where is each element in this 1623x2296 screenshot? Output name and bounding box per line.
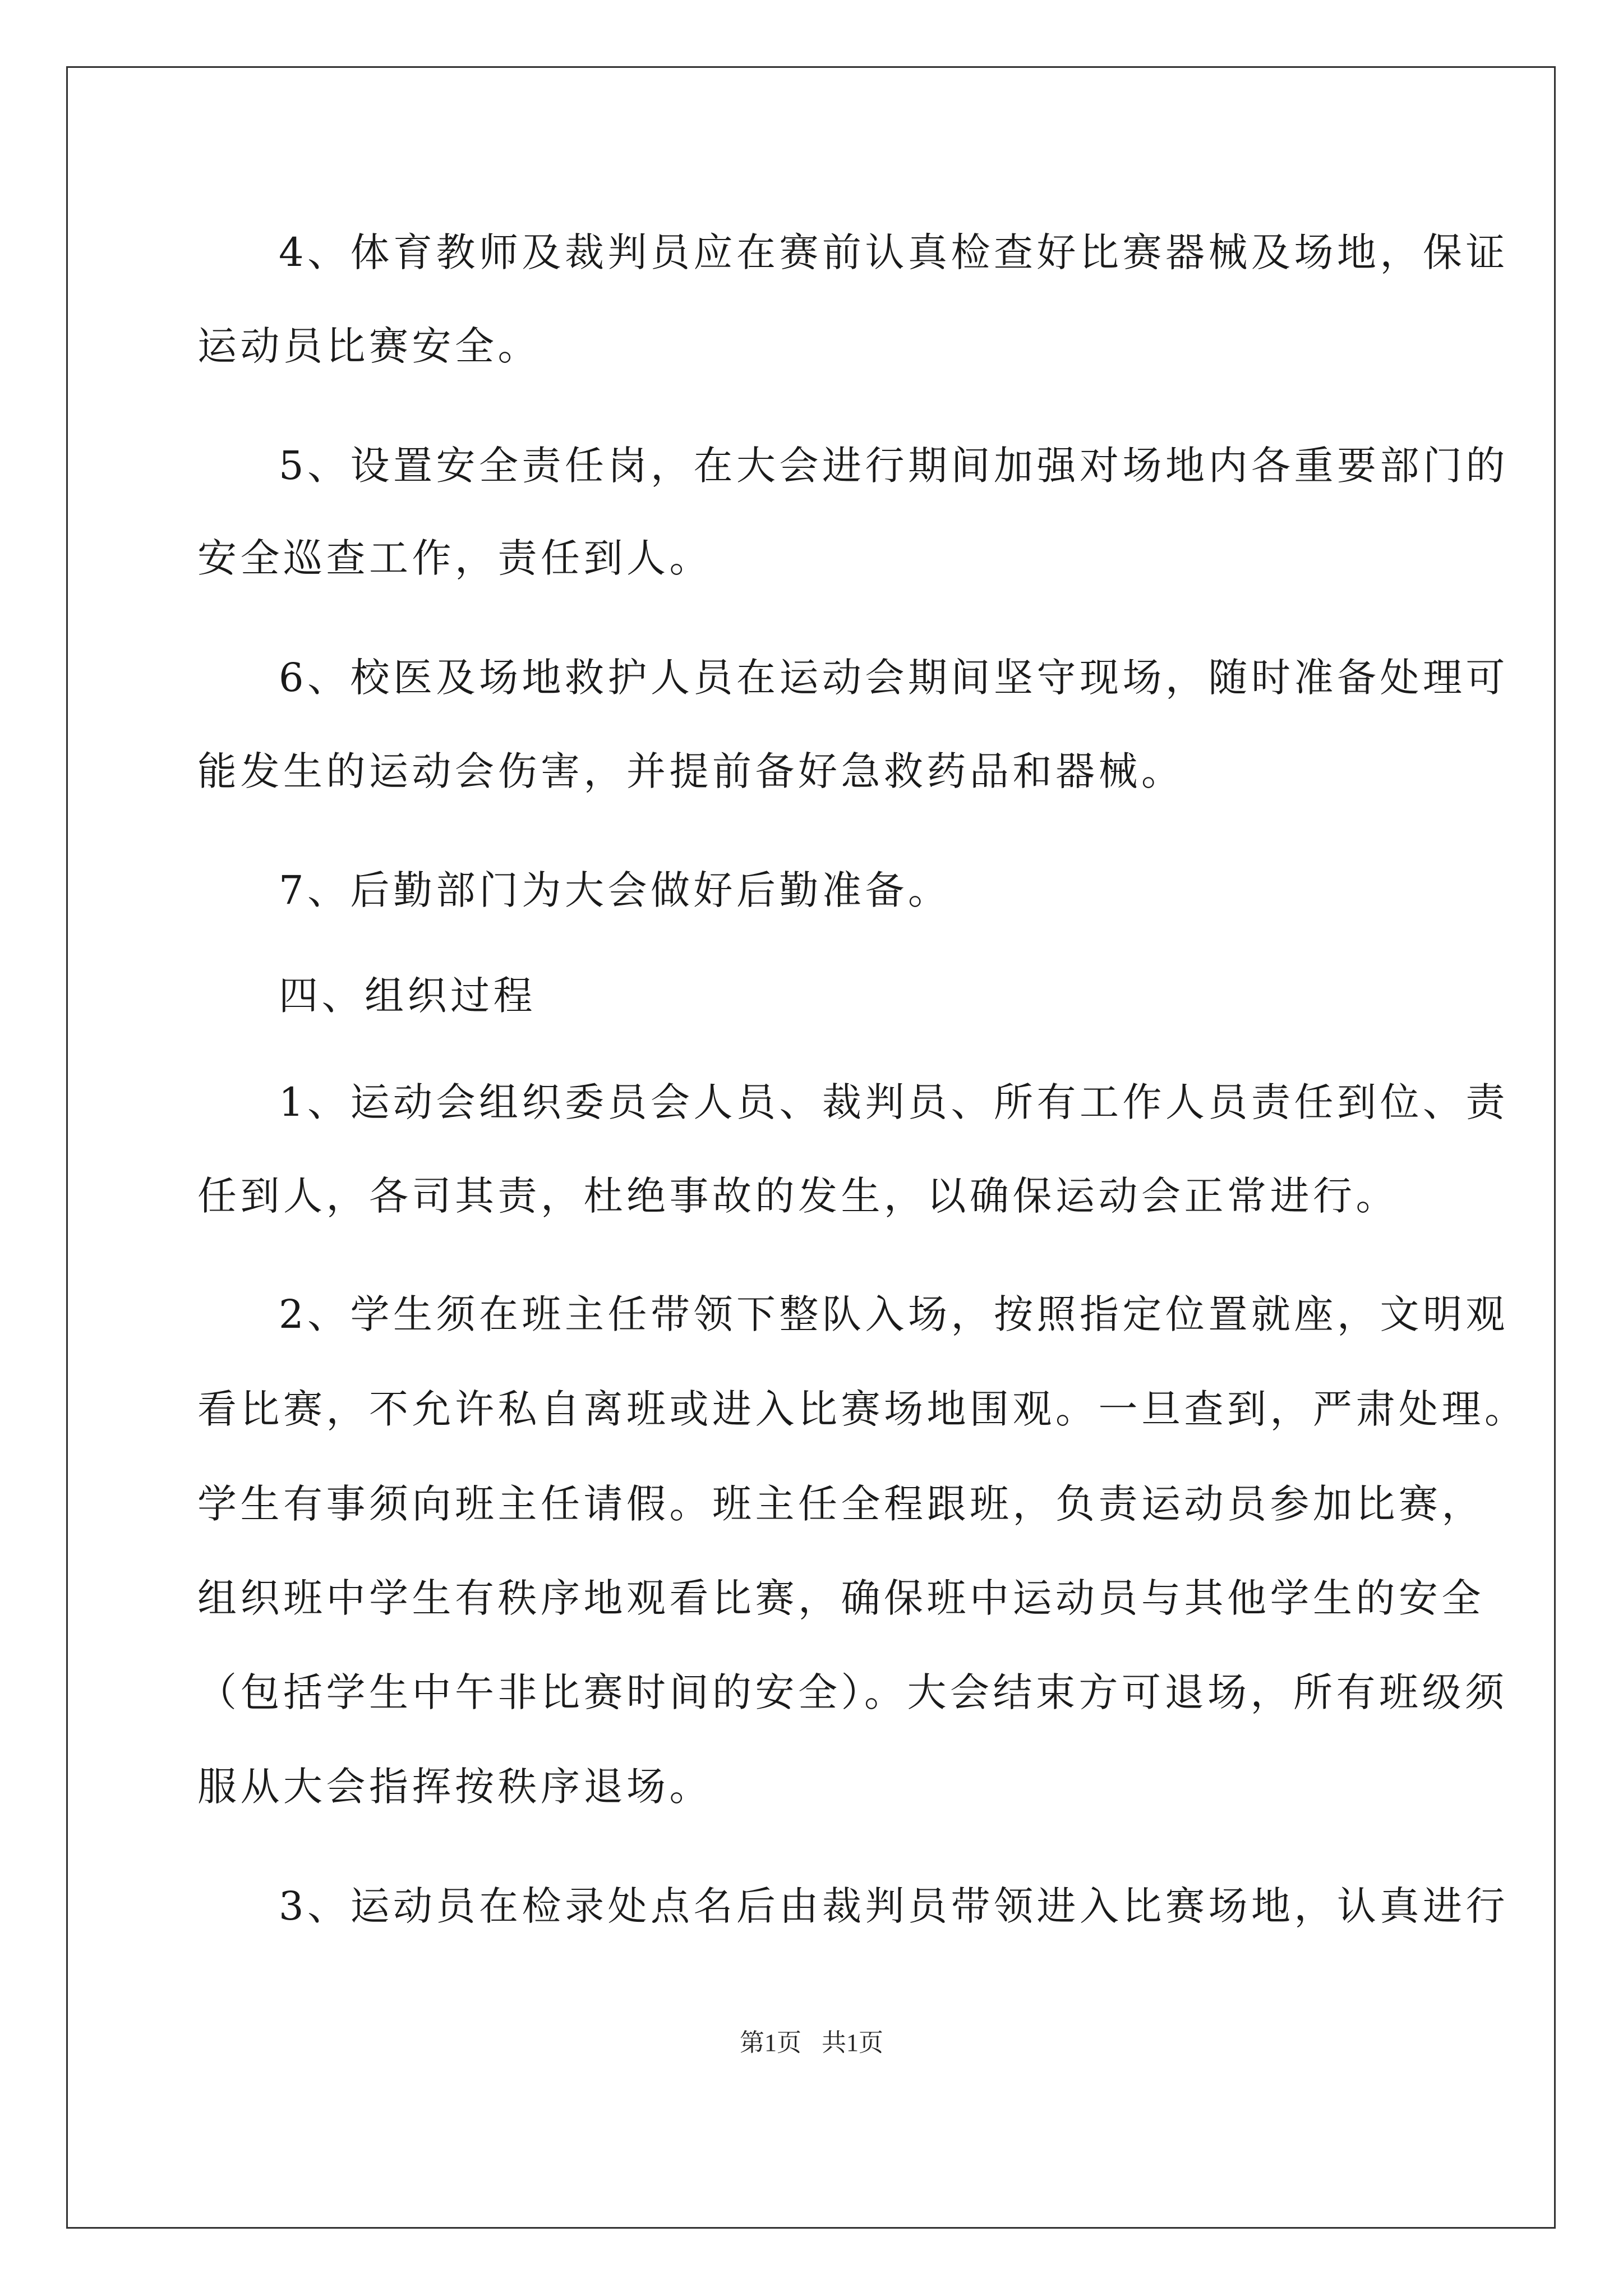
item-1-line-1: 1、运动会组织委员会人员、裁判员、所有工作人员责任到位、责 [279,1079,1509,1125]
paragraph-7-line-1: 7、后勤部门为大会做好后勤准备。 [279,867,951,913]
paragraph-6-line-2: 能发生的运动会伤害，并提前备好急救药品和器械。 [197,748,1184,794]
item-2-line-4: 组织班中学生有秩序地观看比赛，确保班中运动员与其他学生的安全 [197,1575,1484,1621]
item-1-line-2: 任到人，各司其责，杜绝事故的发生，以确保运动会正常进行。 [197,1173,1399,1219]
paragraph-6-line-1: 6、校医及场地救护人员在运动会期间坚守现场，随时准备处理可 [279,655,1509,701]
paragraph-4-line-2: 运动员比赛安全。 [197,323,541,369]
page-footer [0,2026,1623,2060]
item-3-line-1: 3、运动员在检录处点名后由裁判员带领进入比赛场地，认真进行 [279,1883,1509,1929]
item-2-line-3: 学生有事须向班主任请假。班主任全程跟班，负责运动员参加比赛， [197,1481,1484,1527]
paragraph-5-line-2: 安全巡查工作，责任到人。 [197,535,712,581]
item-2-line-2: 看比赛，不允许私自离班或进入比赛场地围观。一旦查到，严肃处理。 [197,1386,1528,1432]
item-2-line-6: 服从大会指挥按秩序退场。 [197,1764,712,1810]
section-heading: 四、组织过程 [279,973,536,1019]
paragraph-5-line-1: 5、设置安全责任岗，在大会进行期间加强对场地内各重要部门的 [279,443,1509,489]
page-number: 第1页 [740,2029,801,2056]
paragraph-4-line-1: 4、体育教师及裁判员应在赛前认真检查好比赛器械及场地，保证 [279,229,1509,275]
item-2-line-5: （包括学生中午非比赛时间的安全）。大会结束方可退场，所有班级须 [197,1669,1508,1715]
item-2-line-1: 2、学生须在班主任带领下整队入场，按照指定位置就座，文明观 [279,1291,1509,1337]
page-total: 共1页 [822,2029,883,2056]
